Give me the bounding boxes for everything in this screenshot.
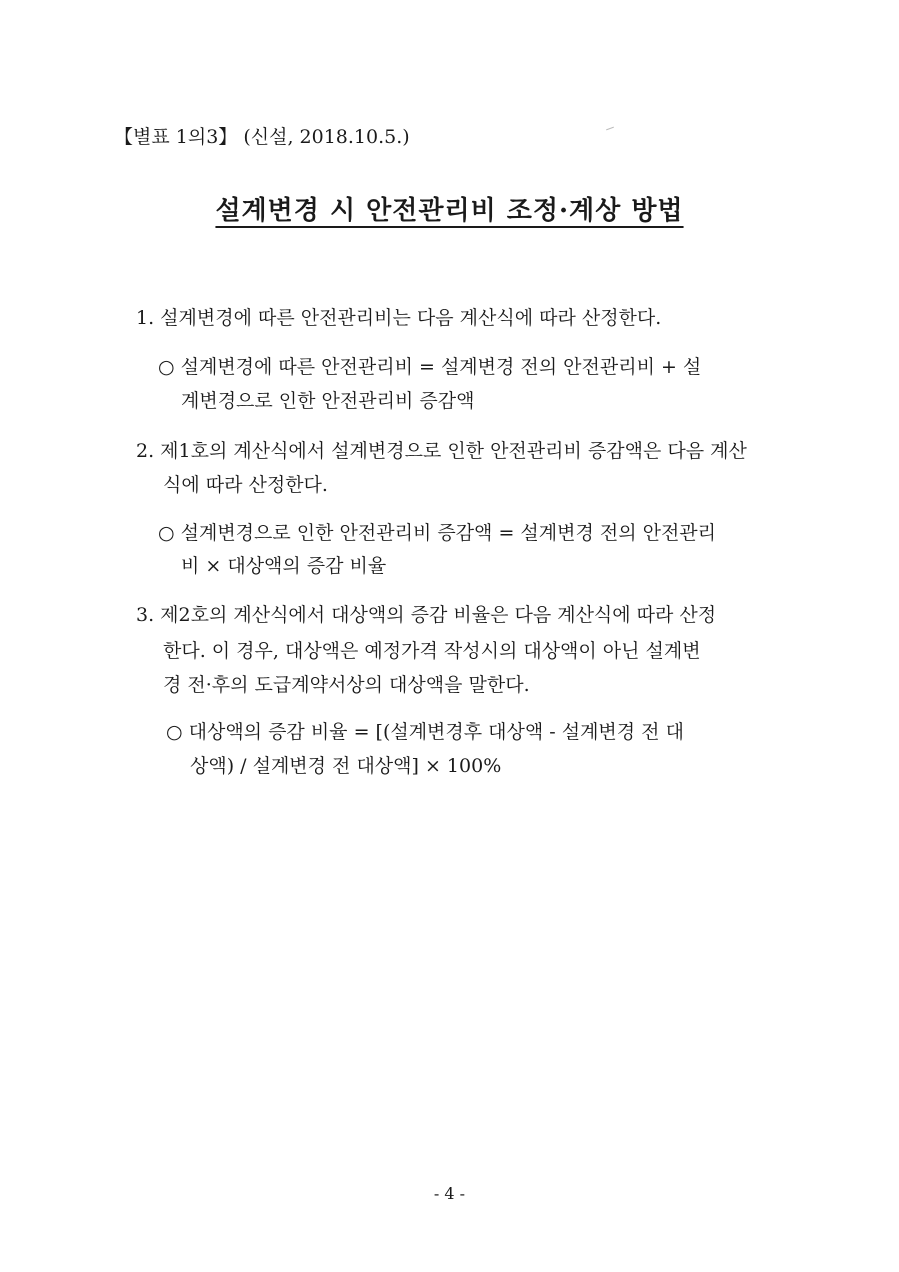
item-3-line-3: 경 전·후의 도급계약서상의 대상액을 말한다. [163,674,530,696]
item-1-formula-line-1: ○ 설계변경에 따른 안전관리비 = 설계변경 전의 안전관리비 + 설 [158,356,702,378]
document-title [0,190,899,227]
item-1-formula-line-2: 계변경으로 인한 안전관리비 증감액 [181,390,475,412]
item-3-line-1: 3. 제2호의 계산식에서 대상액의 증감 비율은 다음 계산식에 따라 산정 [136,604,717,626]
item-3-formula-line-1: ○ 대상액의 증감 비율 = [(설계변경후 대상액 - 설계변경 전 대 [166,721,684,743]
scan-speck [606,127,614,131]
item-3-formula-line-2: 상액) / 설계변경 전 대상액] × 100% [190,755,502,777]
item-2-line-1: 2. 제1호의 계산식에서 설계변경으로 인한 안전관리비 증감액은 다음 계산 [136,440,747,462]
page-number: - 4 - [433,1184,466,1203]
document-title-text: 설계변경 시 안전관리비 조정·계상 방법 [215,196,684,226]
item-2-formula-line-2: 비 × 대상액의 증감 비율 [181,555,387,577]
item-1-line-1: 1. 설계변경에 따른 안전관리비는 다음 계산식에 따라 산정한다. [136,307,662,329]
item-2-line-2: 식에 따라 산정한다. [163,474,328,496]
annex-reference: 【별표 1의3】 (신설, 2018.10.5.) [114,126,410,148]
item-2-formula-line-1: ○ 설계변경으로 인한 안전관리비 증감액 = 설계변경 전의 안전관리 [158,522,717,544]
item-3-line-2: 한다. 이 경우, 대상액은 예정가격 작성시의 대상액이 아닌 설계변 [163,640,701,662]
